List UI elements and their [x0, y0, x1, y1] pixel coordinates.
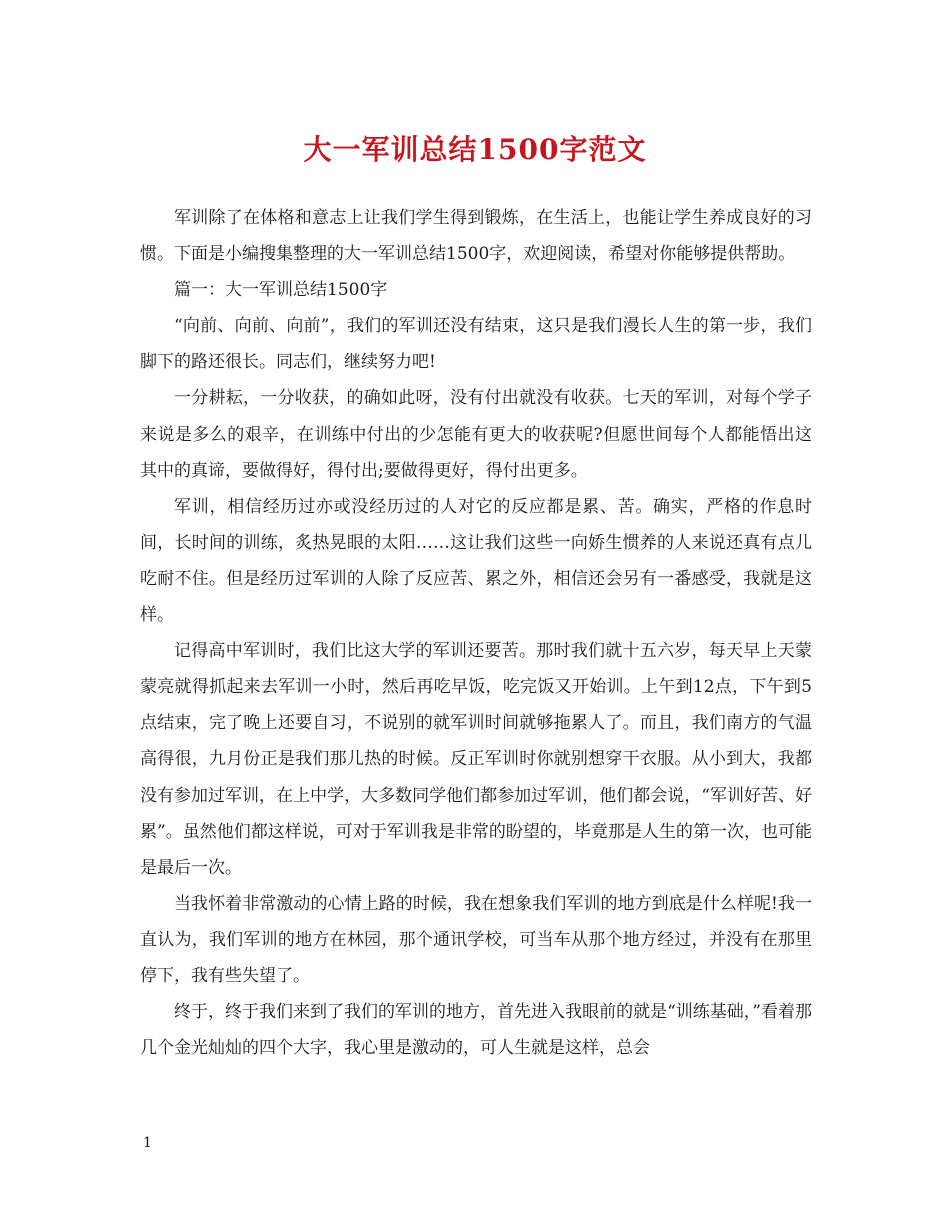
- paragraph: 当我怀着非常激动的心情上路的时候，我在想象我们军训的地方到底是什么样呢!我一直认为，我们军训的地方在林园，那个通讯学校，可当车从那个地方经过，并没有在那里停下，我有些失望了。: [140, 893, 812, 986]
- paragraph: 终于，终于我们来到了我们的军训的地方，首先进入我眼前的就是“训练基础，”看着那几个金光灿灿的四个大字，我心里是激动的，可人生就是这样，总会: [140, 1002, 812, 1059]
- document-title: 大一军训总结1500字范文: [303, 133, 647, 166]
- paragraph: 一分耕耘，一分收获，的确如此呀，没有付出就没有收获。七天的军训，对每个学子来说是多么的艰辛，在训练中付出的少怎能有更大的收获呢?但愿世间每个人都能悟出这其中的真谛，要做得好，得付出;要做得更好，得付出更多。: [140, 388, 812, 481]
- page-number: 1: [143, 1135, 152, 1151]
- paragraph: 军训，相信经历过亦或没经历过的人对它的反应都是累、苦。确实，严格的作息时间，长时间的训练，炙热晃眼的太阳……这让我们这些一向娇生惯养的人来说还真有点儿吃耐不住。但是经历过军训的人除了反应苦、累之外，相信还会另有一番感受，我就是这样。: [140, 496, 812, 626]
- paragraph: 记得高中军训时，我们比这大学的军训还要苦。那时我们就十五六岁，每天早上天蒙蒙亮就得抓起来去军训一小时，然后再吃早饭，吃完饭又开始训。上午到12点，下午到5点结束，完了晚上还要自习，不说别的就军训时间就够拖累人了。而且，我们南方的气温高得很，九月份正是我们那儿热的时候。反正军训时你就别想穿干衣服。从小到大，我都没有参加过军训，在上中学，大多数同学他们都参加过军训，他们都会说，“军训好苦、好累”。虽然他们都这样说，可对于军训我是非常的盼望的，毕竟那是人生的第一次，也可能是最后一次。: [140, 641, 812, 878]
- paragraph-section-heading: 篇一：大一军训总结1500字: [174, 280, 388, 301]
- paragraph-intro: 军训除了在体格和意志上让我们学生得到锻炼，在生活上，也能让学生养成良好的习惯。下面是小编搜集整理的大一军训总结1500字，欢迎阅读，希望对你能够提供帮助。: [140, 208, 812, 265]
- document-body: [140, 200, 812, 1066]
- paragraph: “向前、向前、向前”，我们的军训还没有结束，这只是我们漫长人生的第一步，我们脚下的路还很长。同志们，继续努力吧!: [140, 316, 812, 373]
